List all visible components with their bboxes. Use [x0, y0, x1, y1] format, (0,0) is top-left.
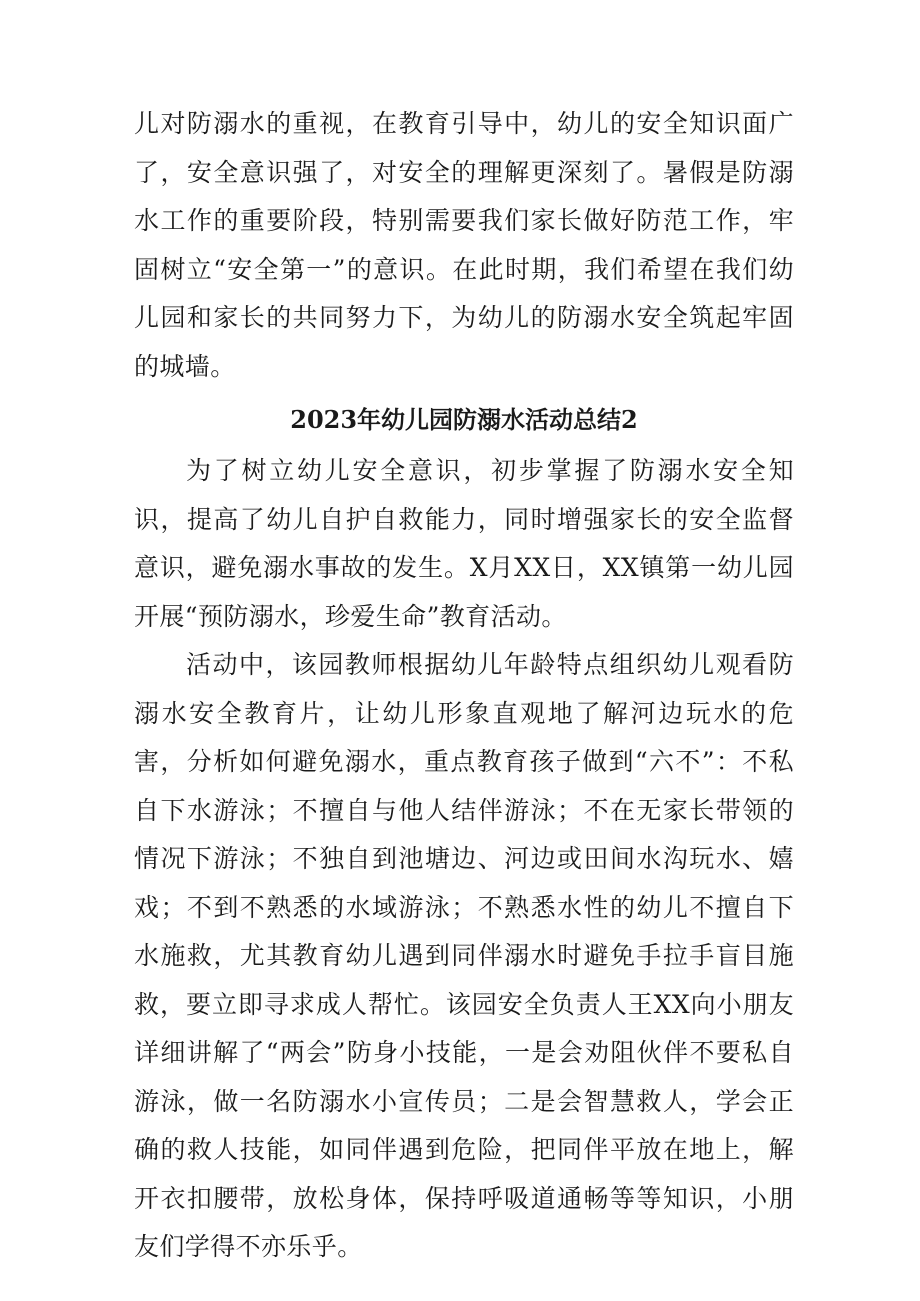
continuation-paragraph: 儿对防溺水的重视，在教育引导中，幼儿的安全知识面广了，安全意识强了，对安全的理解更深刻了。暑假是防溺水工作的重要阶段，特别需要我们家长做好防范工作，牢固树立“安全第一”的意识。在此时期，我们希望在我们幼儿园和家长的共同努力下，为幼儿的防溺水安全筑起牢固的城墙。	[134, 109, 794, 381]
document-page	[134, 100, 794, 1272]
body-paragraph-intro: 为了树立幼儿安全意识，初步掌握了防溺水安全知识，提高了幼儿自护自救能力，同时增强家长的安全监督意识，避免溺水事故的发生。X月XX日，XX镇第一幼儿园开展“预防溺水，珍爱生命”教育活动。	[134, 456, 794, 631]
body-paragraph-activity: 活动中，该园教师根据幼儿年龄特点组织幼儿观看防溺水安全教育片，让幼儿形象直观地了解河边玩水的危害，分析如何避免溺水，重点教育孩子做到“六不”：不私自下水游泳；不擅自与他人结伴游泳；不在无家长带领的情况下游泳；不独自到池塘边、河边或田间水沟玩水、嬉戏；不到不熟悉的水域游泳；不熟悉水性的幼儿不擅自下水施救，尤其教育幼儿遇到同伴溺水时避免手拉手盲目施救，要立即寻求成人帮忙。该园安全负责人王XX向小朋友详细讲解了“两会”防身小技能，一是会劝阻伙伴不要私自游泳，做一名防溺水小宣传员；二是会智慧救人，学会正确的救人技能，如同伴遇到危险，把同伴平放在地上，解开衣扣腰带，放松身体，保持呼吸道通畅等等知识，小朋友们学得不亦乐乎。	[134, 650, 794, 1261]
section-title: 2023年幼儿园防溺水活动总结2	[290, 405, 638, 434]
